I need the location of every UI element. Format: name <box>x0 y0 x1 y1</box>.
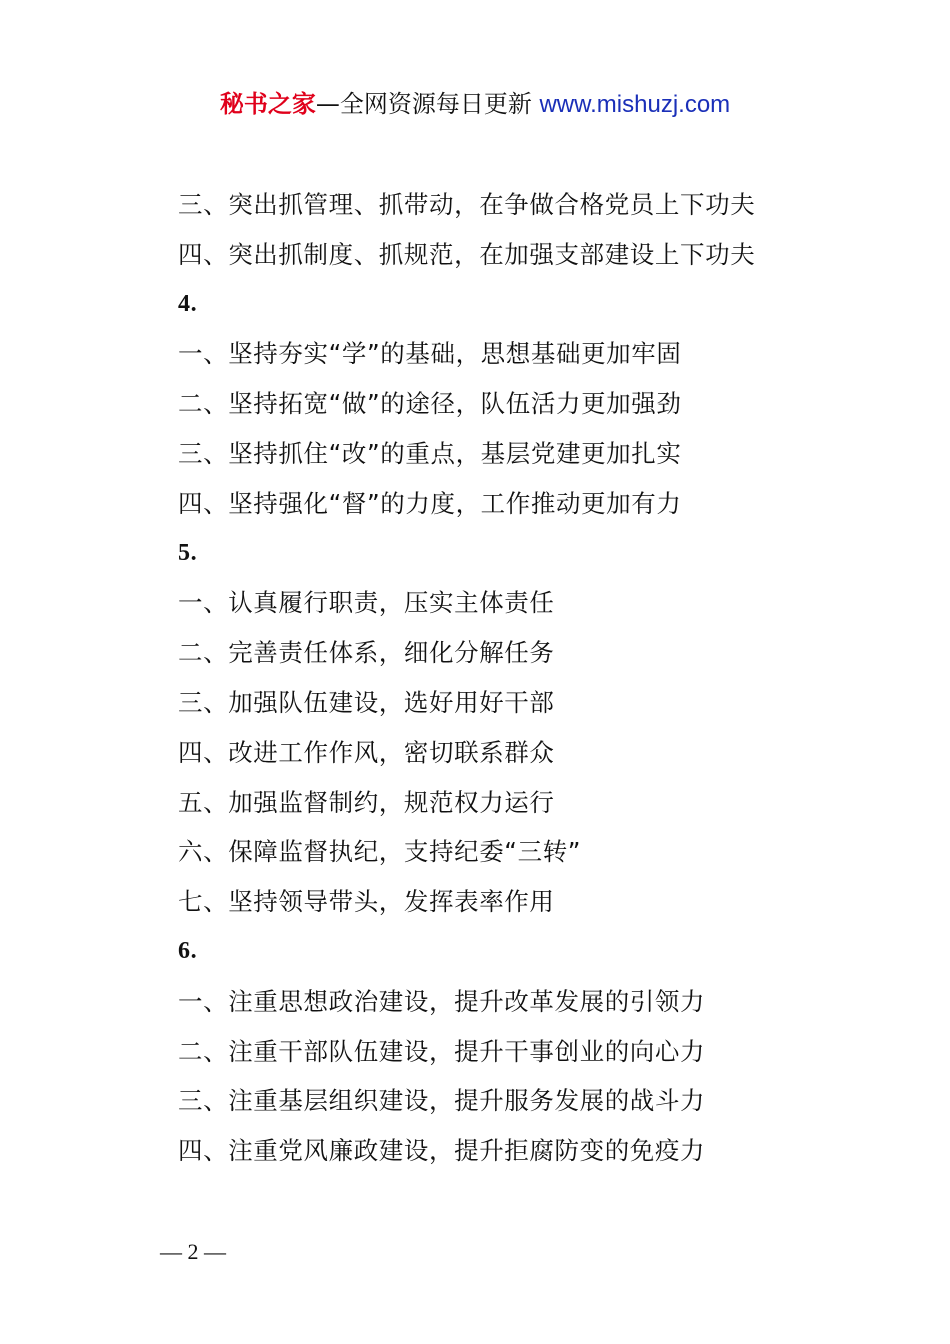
brand-url[interactable]: www.mishuzj.com <box>539 91 731 118</box>
section-number: 5. <box>178 539 198 566</box>
list-item: 六、保障监督执纪，支持纪委“三转” <box>178 837 582 867</box>
list-item: 三、突出抓管理、抓带动，在争做合格党员上下功夫 <box>178 190 756 219</box>
document-body <box>178 180 878 1176</box>
list-item: 二、坚持拓宽“做”的途径，队伍活力更加强劲 <box>178 389 682 419</box>
list-item: 四、改进工作作风，密切联系群众 <box>178 737 555 767</box>
brand-name: 秘书之家 <box>219 90 316 118</box>
brand-tagline: —全网资源每日更新 <box>315 90 540 118</box>
page-number: — 2 — <box>160 1239 226 1264</box>
list-item: 三、加强队伍建设，选好用好干部 <box>178 687 555 717</box>
list-item: 三、坚持抓住“改”的重点，基层党建更加扎实 <box>178 438 682 468</box>
list-item: 五、加强监督制约，规范权力运行 <box>178 787 555 817</box>
list-item: 四、突出抓制度、抓规范，在加强支部建设上下功夫 <box>178 239 756 269</box>
list-item: 四、坚持强化“督”的力度，工作推动更加有力 <box>178 488 682 518</box>
list-item: 一、坚持夯实“学”的基础，思想基础更加牢固 <box>178 339 682 369</box>
section-number: 4. <box>178 290 198 317</box>
list-item: 一、注重思想政治建设，提升改革发展的引领力 <box>178 986 706 1016</box>
section-number: 6. <box>178 937 198 964</box>
watermark-header <box>0 86 950 123</box>
list-item: 四、注重党风廉政建设，提升拒腐防变的免疫力 <box>178 1136 706 1166</box>
list-item: 三、注重基层组织建设，提升服务发展的战斗力 <box>178 1086 706 1116</box>
list-item: 一、认真履行职责，压实主体责任 <box>178 588 555 618</box>
list-item: 二、完善责任体系，细化分解任务 <box>178 638 555 668</box>
list-item: 七、坚持领导带头，发挥表率作用 <box>178 887 555 917</box>
list-item: 二、注重干部队伍建设，提升干事创业的向心力 <box>178 1036 706 1066</box>
